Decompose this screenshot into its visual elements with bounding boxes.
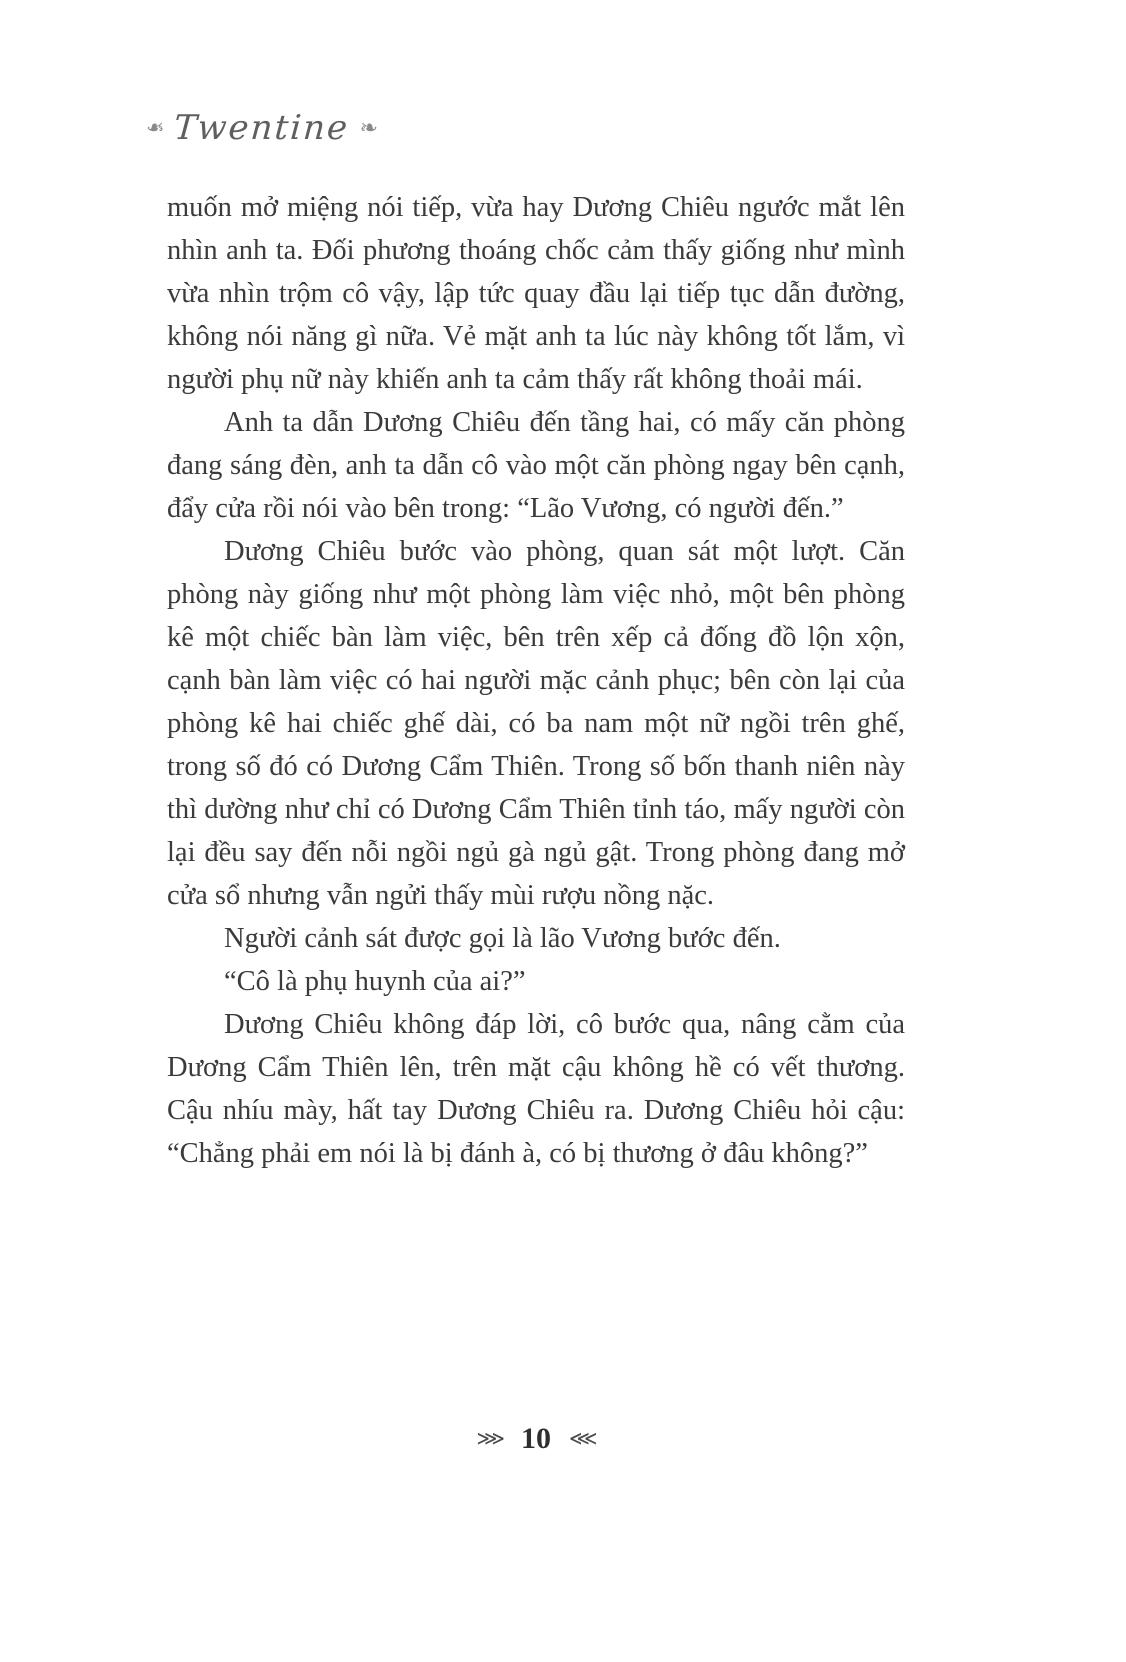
paragraph: “Cô là phụ huynh của ai?” xyxy=(224,966,526,997)
page-number: 10 xyxy=(521,1422,551,1455)
book-logo: Twentine xyxy=(173,108,351,148)
flourish-ornament-right-icon: ⋘ xyxy=(569,1428,596,1450)
paragraph: Dương Chiêu không đáp lời, cô bước qua, nâng cằm của Dương Cẩm Thiên lên, trên mặt cậu không hề có vết thương. Cậu nhíu mày, hất tay Dương Chiêu ra. Dương Chiêu hỏi cậu: “Chẳng phải em nói là bị đánh à, có bị thương ở đâu không?” xyxy=(167,1009,905,1169)
flourish-ornament-left-icon: ⋙ xyxy=(476,1428,503,1450)
paragraph: Người cảnh sát được gọi là lão Vương bước đến. xyxy=(224,923,781,954)
leaf-ornament-right-icon: ❧ xyxy=(359,115,379,140)
page-footer xyxy=(167,1424,905,1454)
paragraph: Dương Chiêu bước vào phòng, quan sát một lượt. Căn phòng này giống như một phòng làm việc nhỏ, một bên phòng kê một chiếc bàn làm việc, bên trên xếp cả đống đồ lộn xộn, cạnh bàn làm việc có hai người mặc cảnh phục; bên còn lại của phòng kê hai chiếc ghế dài, có ba nam một nữ ngồi trên ghế, trong số đó có Dương Cẩm Thiên. Trong số bốn thanh niên này thì dường như chỉ có Dương Cẩm Thiên tỉnh táo, mấy người còn lại đều say đến nỗi ngồi ngủ gà ngủ gật. Trong phòng đang mở cửa sổ nhưng vẫn ngửi thấy mùi rượu nồng nặc. xyxy=(167,536,905,911)
page-body xyxy=(167,186,905,1175)
paragraph: muốn mở miệng nói tiếp, vừa hay Dương Chiêu ngước mắt lên nhìn anh ta. Đối phương thoáng chốc cảm thấy giống như mình vừa nhìn trộm cô vậy, lập tức quay đầu lại tiếp tục dẫn đường, không nói năng gì nữa. Vẻ mặt anh ta lúc này không tốt lắm, vì người phụ nữ này khiến anh ta cảm thấy rất không thoải mái. xyxy=(167,192,905,395)
leaf-ornament-left-icon: ❧ xyxy=(146,115,165,140)
page-header xyxy=(146,108,378,148)
paragraph: Anh ta dẫn Dương Chiêu đến tầng hai, có mấy căn phòng đang sáng đèn, anh ta dẫn cô vào một căn phòng ngay bên cạnh, đẩy cửa rồi nói vào bên trong: “Lão Vương, có người đến.” xyxy=(167,407,905,524)
